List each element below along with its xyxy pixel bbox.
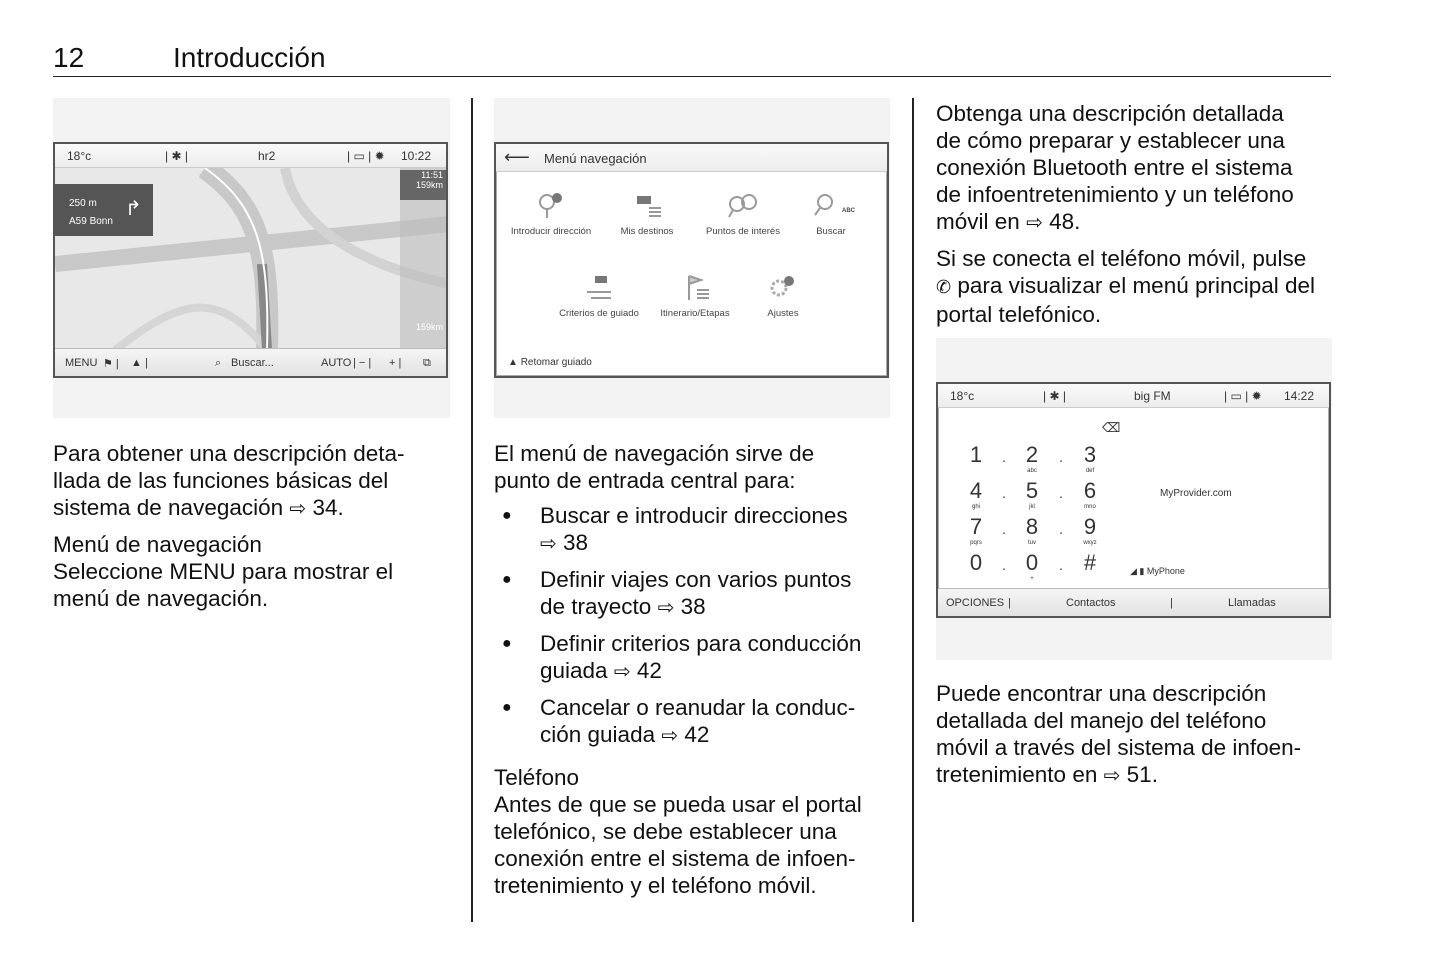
menu-button[interactable]: MENU <box>65 357 98 369</box>
phone-handset-icon: ✆ <box>936 277 952 297</box>
key-digit: 8 <box>1025 514 1039 539</box>
key-digit: 5 <box>1025 478 1039 503</box>
turn-road: A59 Bonn <box>69 216 113 227</box>
turn-info <box>55 184 153 236</box>
keypad-key[interactable] <box>956 514 996 546</box>
clock: 10:22 <box>401 149 432 163</box>
navigation-arrow-icon: ▲ <box>508 357 518 368</box>
resume-guidance[interactable] <box>508 357 592 368</box>
key-letters: + <box>1030 576 1034 582</box>
zoom-out-button[interactable]: | − | <box>353 357 372 369</box>
phone-icon: | ▭ | ✹ <box>347 149 385 163</box>
reference-arrow-icon: ⇨ <box>1103 765 1121 787</box>
page-ref: 34 <box>312 495 338 520</box>
col3-text-top <box>936 100 1336 336</box>
turn-distance: 250 m <box>69 198 97 209</box>
col2-text <box>494 440 904 907</box>
col3-para3-text: Puede encontrar una descripción detallada del manejo del teléfono móvil a través del sistema de infoen- tretenimiento en <box>936 681 1302 787</box>
auto-button[interactable]: AUTO <box>321 357 352 369</box>
key-separator: · · · · <box>1001 452 1007 576</box>
keypad-key[interactable] <box>956 550 996 576</box>
phone-toolbar <box>938 588 1329 616</box>
station-label: hr2 <box>258 149 276 163</box>
map-view-icon[interactable]: ⧉ <box>423 357 431 369</box>
page-ref: 42 <box>684 722 710 747</box>
status-bar <box>938 384 1329 408</box>
keypad-key[interactable] <box>956 478 996 510</box>
key-digit: 0 <box>969 550 983 575</box>
col1-para1: Para obtener una descripción deta- llada de las funciones básicas del sistema de navegación ⇨ 34. <box>53 441 405 520</box>
tile-label: Ajustes <box>767 308 799 319</box>
keypad-key[interactable] <box>1070 514 1110 546</box>
key-digit: 6 <box>1083 478 1097 503</box>
keypad-key[interactable] <box>956 442 996 468</box>
calls-button[interactable]: Llamadas <box>1228 597 1276 609</box>
key-digit: # <box>1083 550 1097 575</box>
keypad-key[interactable] <box>1012 514 1052 546</box>
bullet-text: Buscar e introducir direcciones <box>540 503 848 528</box>
tile-search[interactable] <box>776 190 886 237</box>
tile-label: Puntos de interés <box>706 226 780 237</box>
col3-para1: Obtenga una descripción detallada de cómo preparar y establecer una conexión Bluetooth entre el sistema de infoentretenimiento y un teléfono móvil en ⇨ 48. <box>936 101 1294 234</box>
temperature: 18°c <box>67 149 92 163</box>
destinations-icon <box>627 190 667 220</box>
page-header <box>53 40 1331 77</box>
col1-text <box>53 440 453 620</box>
list-item <box>494 694 904 750</box>
search-button[interactable]: Buscar... <box>231 357 274 369</box>
page-ref: 38 <box>563 530 589 555</box>
keypad-key[interactable] <box>1070 478 1110 510</box>
tile-enter-address[interactable] <box>496 190 606 237</box>
col3-para2-end: para visualizar el menú principal del portal telefónico. <box>936 273 1316 327</box>
resume-label: Retomar guiado <box>520 357 592 368</box>
backspace-icon[interactable]: ⌫ <box>1102 420 1121 435</box>
provider-label: MyProvider.com <box>1160 488 1232 499</box>
key-letters: mno <box>1084 504 1096 510</box>
menu-title: Menú navegación <box>544 151 647 166</box>
station-label: big FM <box>1134 389 1171 403</box>
nav-toolbar <box>55 348 446 376</box>
keypad-key[interactable] <box>1012 442 1052 474</box>
key-letters: def <box>1085 468 1095 474</box>
signal-icon: ◢ ▮ <box>1130 566 1145 576</box>
tile-my-destinations[interactable] <box>592 190 702 237</box>
settings-dot-icon: | ✱ | <box>1043 389 1066 403</box>
turn-right-arrow-icon: ↱ <box>125 198 142 220</box>
key-letters: abc <box>1027 468 1037 474</box>
poi-icon <box>723 190 763 220</box>
key-digit: 2 <box>1025 442 1039 467</box>
tile-label: Itinerario/Etapas <box>660 308 730 319</box>
column-divider <box>471 98 473 922</box>
key-letters: ghi <box>971 504 980 510</box>
reference-arrow-icon: ⇨ <box>613 661 631 683</box>
col3-para2-start: Si se conecta el teléfono móvil, pulse <box>936 246 1307 271</box>
col3-para2 <box>936 245 1336 328</box>
key-separator: · · · · <box>1058 452 1064 576</box>
bullet-text: Definir criterios para conducción guiada <box>540 631 862 683</box>
col2-para: Antes de que se pueda usar el portal telefónico, se debe establecer una conexión entre el sistema de infoen- tretenimiento y el teléfono móvil. <box>494 792 862 898</box>
location-pin-icon <box>531 190 571 220</box>
temperature: 18°c <box>950 389 975 403</box>
keypad-key[interactable] <box>1070 550 1110 576</box>
list-item <box>494 566 904 622</box>
menu-screen <box>494 142 889 378</box>
bullet-text: Definir viajes con varios puntos de trayecto <box>540 567 852 619</box>
search-abc-icon <box>811 190 851 220</box>
page-ref: 38 <box>680 594 706 619</box>
eta-time: 11:51 <box>421 170 443 180</box>
settings-dot-icon: | ✱ | <box>165 149 188 163</box>
zoom-in-button[interactable]: + | <box>389 357 402 369</box>
feature-list <box>494 502 904 750</box>
list-item <box>494 502 904 558</box>
key-letters: wxyz <box>1083 540 1097 546</box>
network-name: MyPhone <box>1146 566 1185 576</box>
page-ref: 42 <box>636 658 662 683</box>
key-letters: tuv <box>1027 540 1036 546</box>
back-arrow-icon[interactable]: ⟵ <box>504 147 530 167</box>
menu-title-bar <box>496 144 887 172</box>
phone-icon: | ▭ | ✹ <box>1224 389 1262 403</box>
clock: 14:22 <box>1284 389 1315 403</box>
toolbar-divider: | <box>1170 597 1173 609</box>
col1-heading: Menú de navegación <box>53 532 262 557</box>
col3-para3: Puede encontrar una descripción detallada del manejo del teléfono móvil a través del sistema de infoen- tretenimiento en ⇨ 51. <box>936 681 1302 787</box>
key-digit: 9 <box>1083 514 1097 539</box>
col2-intro: El menú de navegación sirve de punto de entrada central para: <box>494 441 815 493</box>
col3-para1-text: Obtenga una descripción detallada de cómo preparar y establecer una conexión Bluetooth entre el sistema de infoentretenimiento y un teléfono móvil en <box>936 101 1294 234</box>
reference-arrow-icon: ⇨ <box>540 533 557 555</box>
nav-screen <box>53 142 448 378</box>
page-number: 12 <box>53 42 85 73</box>
tile-label: Buscar <box>816 226 846 237</box>
col1-para2: Seleccione MENU para mostrar el menú de navegación. <box>53 559 394 611</box>
column-divider <box>912 98 914 922</box>
bullet-text: Cancelar o reanudar la conduc- ción guiada <box>540 695 856 747</box>
reference-arrow-icon: ⇨ <box>289 498 307 520</box>
tile-settings[interactable] <box>728 272 838 319</box>
contacts-button[interactable]: Contactos <box>1066 597 1116 609</box>
compass-arrow-icon[interactable]: ▲ | <box>131 357 148 369</box>
network-info <box>1130 566 1185 577</box>
tile-label: Mis destinos <box>620 226 674 237</box>
key-digit: 1 <box>969 442 983 467</box>
options-button[interactable]: OPCIONES <box>946 597 1005 609</box>
reference-arrow-icon: ⇨ <box>657 597 675 619</box>
keypad <box>956 442 1126 582</box>
phone-screen <box>936 382 1331 618</box>
route-criteria-icon <box>579 272 619 302</box>
itinerary-flag-icon <box>675 272 715 302</box>
menu-screen-figure <box>494 98 890 418</box>
list-item <box>494 630 904 686</box>
page-title: Introducción <box>173 42 326 73</box>
tile-label: Criterios de guiado <box>559 308 639 319</box>
reference-arrow-icon: ⇨ <box>1026 212 1043 234</box>
key-letters: jkl <box>1029 504 1035 510</box>
key-digit: 0 <box>1025 550 1039 575</box>
page-ref: 48 <box>1049 209 1075 234</box>
gear-icon <box>763 272 803 302</box>
eta-box <box>400 170 446 200</box>
key-digit: 4 <box>969 478 983 503</box>
abc-label: ABC <box>842 208 855 214</box>
remaining-distance: 159km <box>415 322 443 332</box>
search-icon[interactable]: ⌕ <box>215 357 222 369</box>
reference-arrow-icon: ⇨ <box>661 725 679 747</box>
col2-heading: Teléfono <box>494 765 580 790</box>
map-view <box>55 144 448 378</box>
keypad-key[interactable] <box>1012 550 1052 582</box>
keypad-key[interactable] <box>1070 442 1110 474</box>
phone-screen-figure <box>936 338 1332 660</box>
toolbar-divider: | <box>1008 597 1011 609</box>
nav-screen-figure <box>53 98 450 418</box>
eta-distance: 159km <box>415 180 443 190</box>
flag-icon[interactable]: ⚑ | <box>103 358 119 370</box>
tile-route-criteria[interactable] <box>544 272 654 319</box>
page-ref: 51 <box>1126 762 1152 787</box>
key-digit: 7 <box>969 514 983 539</box>
key-digit: 3 <box>1083 442 1097 467</box>
status-bar <box>55 144 446 168</box>
tile-label: Introducir dirección <box>510 226 592 237</box>
keypad-key[interactable] <box>1012 478 1052 510</box>
col1-para1-text: Para obtener una descripción deta- llada de las funciones básicas del sistema de navegación <box>53 441 405 520</box>
key-letters: pqrs <box>970 540 982 546</box>
col3-text-bottom <box>936 680 1336 798</box>
